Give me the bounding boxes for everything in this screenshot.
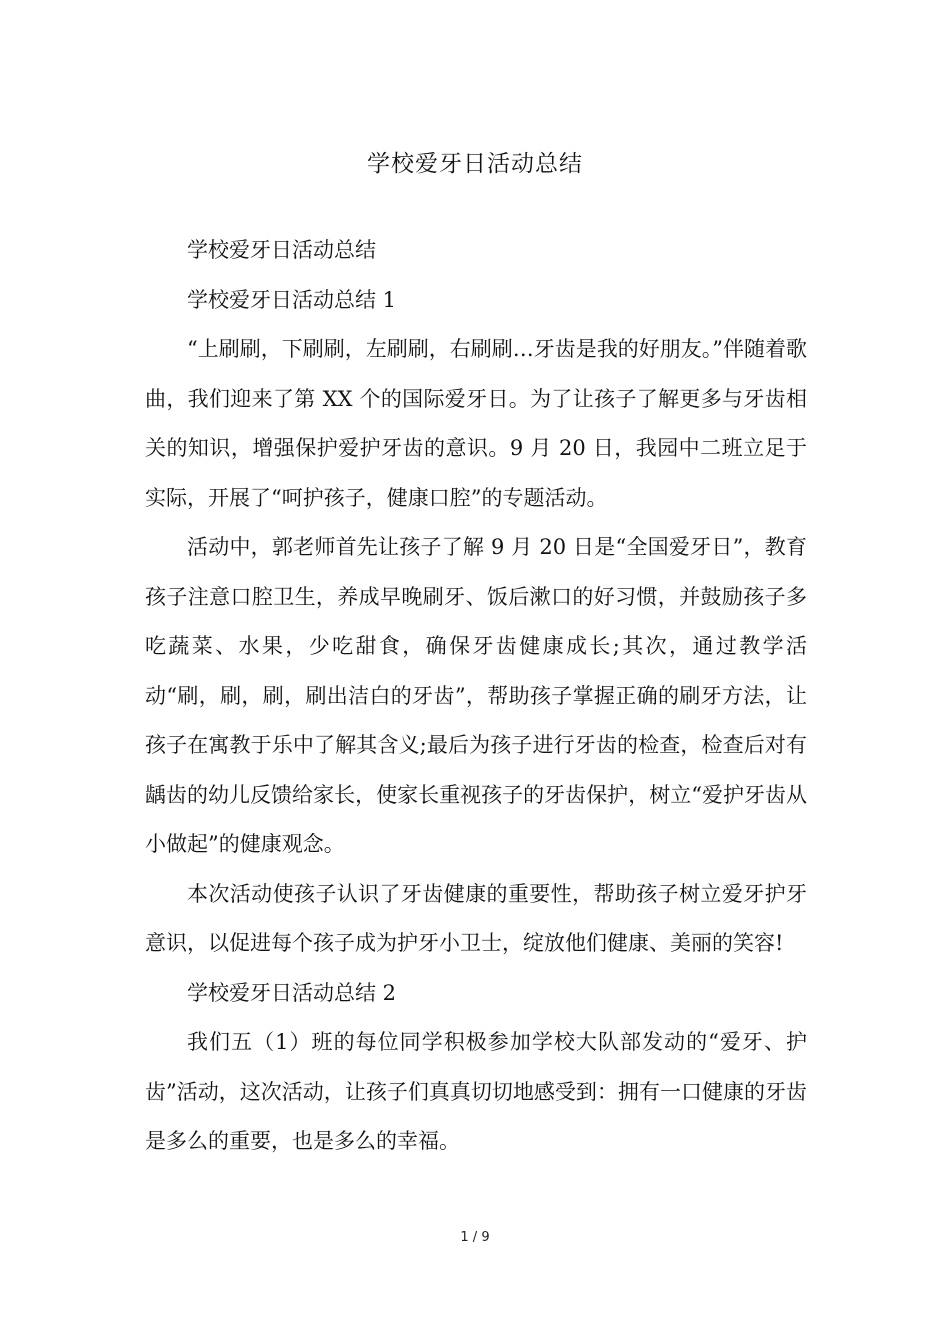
section-heading-2: 学校爱牙日活动总结 2	[187, 980, 397, 1005]
page-number: 1 / 9	[460, 1230, 490, 1245]
paragraph: 活动中，郭老师首先让孩子了解 9 月 20 日是“全国爱牙日”，教育孩子注意口腔卫生，养成早晚刷牙、饭后漱口的好习惯，并鼓励孩子多吃蔬菜、水果，少吃甜食，确保牙齿健康成长;其次，通过教学活动“刷，刷，刷，刷出洁白的牙齿”，帮助孩子掌握正确的刷牙方法，让孩子在寓教于乐中了解其含义;最后为孩子进行牙齿的检查，检查后对有龋齿的幼儿反馈给家长，使家长重视孩子的牙齿保护，树立“爱护牙齿从小做起”的健康观念。	[145, 535, 807, 856]
section-heading-1: 学校爱牙日活动总结 1	[187, 287, 397, 312]
paragraph: 我们五（1）班的每位同学积极参加学校大队部发动的“爱牙、护齿”活动，这次活动，让孩子们真真切切地感受到：拥有一口健康的牙齿是多么的重要，也是多么的幸福。	[145, 1030, 807, 1153]
section-heading: 学校爱牙日活动总结	[187, 238, 376, 262]
document-title: 学校爱牙日活动总结	[367, 151, 583, 177]
paragraph: “上刷刷，下刷刷，左刷刷，右刷刷…牙齿是我的好朋友。”伴随着歌曲，我们迎来了第 XX 个的国际爱牙日。为了让孩子了解更多与牙齿相关的知识，增强保护爱护牙齿的意识。9 月 20 日，我园中二班立足于实际，开展了“呵护孩子，健康口腔”的专题活动。	[145, 337, 807, 510]
paragraph: 本次活动使孩子认识了牙齿健康的重要性，帮助孩子树立爱牙护牙意识，以促进每个孩子成为护牙小卫士，绽放他们健康、美丽的笑容!	[145, 881, 807, 955]
document-body	[145, 226, 807, 1167]
